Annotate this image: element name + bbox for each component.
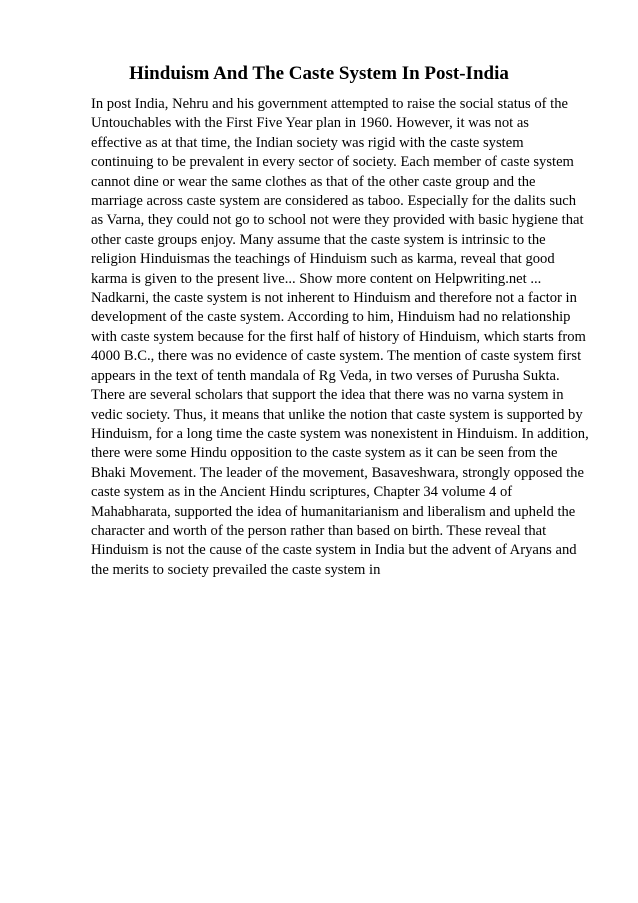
document-title: Hinduism And The Caste System In Post-India <box>129 63 509 84</box>
body-line: cannot dine or wear the same clothes as that of the other caste group and the <box>91 173 536 190</box>
body-line: continuing to be prevalent in every sector of society. Each member of caste system <box>91 154 574 171</box>
document-body <box>91 95 589 580</box>
body-line: development of the caste system. According to him, Hinduism had no relationship <box>91 309 571 326</box>
body-line: effective as at that time, the Indian society was rigid with the caste system <box>91 134 524 151</box>
body-line: 4000 B.C., there was no evidence of caste system. The mention of caste system first <box>91 348 582 365</box>
body-line: the merits to society prevailed the caste system in <box>91 561 381 578</box>
body-line: Untouchables with the First Five Year plan in 1960. However, it was not as <box>91 115 529 132</box>
body-line: vedic society. Thus, it means that unlike the notion that caste system is supported by <box>91 406 583 423</box>
body-line: karma is given to the present live... Show more content on Helpwriting.net ... <box>91 270 542 287</box>
body-line: appears in the text of tenth mandala of Rg Veda, in two verses of Purusha Sukta. <box>91 367 560 384</box>
body-line: as Varna, they could not go to school not were they provided with basic hygiene that <box>91 212 584 229</box>
body-line: Hinduism, for a long time the caste system was nonexistent in Hinduism. In addition, <box>91 425 589 442</box>
body-line: Nadkarni, the caste system is not inherent to Hinduism and therefore not a factor in <box>91 290 577 307</box>
body-line: There are several scholars that support the idea that there was no varna system in <box>91 387 564 404</box>
body-line: Bhaki Movement. The leader of the movement, Basaveshwara, strongly opposed the <box>91 464 584 481</box>
body-line: Hinduism is not the cause of the caste system in India but the advent of Aryans and <box>91 542 577 559</box>
body-line: In post India, Nehru and his government attempted to raise the social status of the <box>91 96 569 112</box>
body-line: caste system as in the Ancient Hindu scriptures, Chapter 34 volume 4 of <box>91 484 513 501</box>
body-line: religion Hinduismas the teachings of Hinduism such as karma, reveal that good <box>91 251 555 268</box>
body-line: there were some Hindu opposition to the caste system as it can be seen from the <box>91 445 558 462</box>
body-line: marriage across caste system are considered as taboo. Especially for the dalits such <box>91 193 577 210</box>
body-line: with caste system because for the first half of history of Hinduism, which starts from <box>91 328 586 345</box>
body-line: Mahabharata, supported the idea of humanitarianism and liberalism and upheld the <box>91 503 576 520</box>
body-line: character and worth of the person rather than based on birth. These reveal that <box>91 522 547 539</box>
body-line: other caste groups enjoy. Many assume that the caste system is intrinsic to the <box>91 231 546 248</box>
